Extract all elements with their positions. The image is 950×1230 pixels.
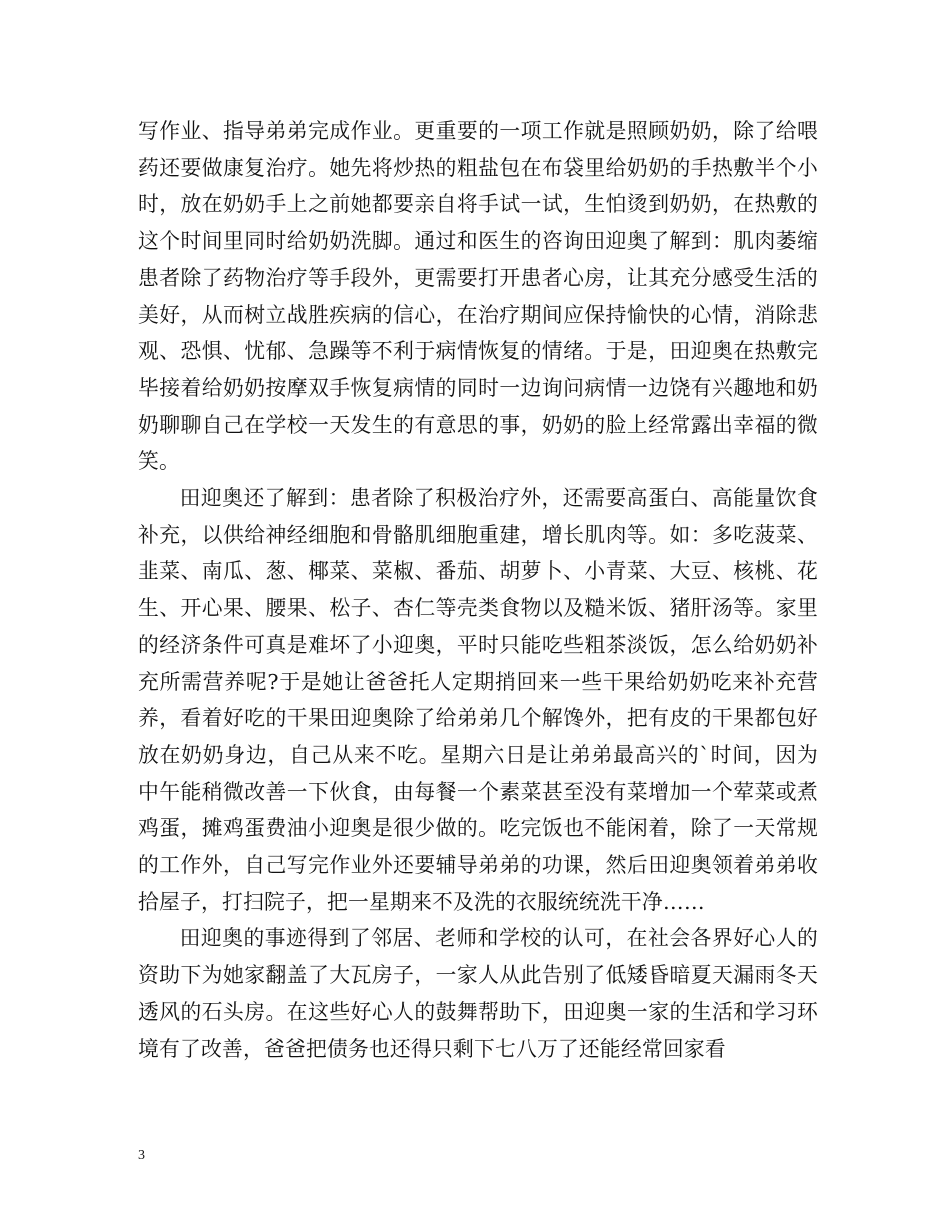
paragraph-1: 写作业、指导弟弟完成作业。更重要的一项工作就是照顾奶奶，除了给喂药还要做康复治疗。她先将炒热的粗盐包在布袋里给奶奶的手热敷半个小时，放在奶奶手上之前她都要亲自将手试一试，生怕烫到奶奶，在热敷的这个时间里同时给奶奶洗脚。通过和医生的咨询田迎奥了解到：肌肉萎缩患者除了药物治疗等手段外，更需要打开患者心房，让其充分感受生活的美好，从而树立战胜疾病的信心，在治疗期间应保持愉快的心情，消除悲观、恐惧、忧郁、急躁等不利于病情恢复的情绪。于是，田迎奥在热敷完毕接着给奶奶按摩双手恢复病情的同时一边询问病情一边饶有兴趣地和奶奶聊聊自己在学校一天发生的有意思的事，奶奶的脸上经常露出幸福的微笑。 [138,119,818,474]
paragraph-3: 田迎奥的事迹得到了邻居、老师和学校的认可，在社会各界好心人的资助下为她家翻盖了大瓦房子，一家人从此告别了低矮昏暗夏天漏雨冬天透风的石头房。在这些好心人的鼓舞帮助下，田迎奥一家的生活和学习环境有了改善，爸爸把债务也还得只剩下七八万了还能经常回家看 [138,926,818,1061]
page-number: 3 [138,1148,145,1163]
body-text [138,113,818,1067]
paragraph-2: 田迎奥还了解到：患者除了积极治疗外，还需要高蛋白、高能量饮食补充，以供给神经细胞和骨骼肌细胞重建，增长肌肉等。如：多吃菠菜、韭菜、南瓜、葱、椰菜、菜椒、番茄、胡萝卜、小青菜、大豆、核桃、花生、开心果、腰果、松子、杏仁等壳类食物以及糙米饭、猪肝汤等。家里的经济条件可真是难坏了小迎奥，平时只能吃些粗茶淡饭，怎么给奶奶补充所需营养呢?于是她让爸爸托人定期捎回来一些干果给奶奶吃来补充营养，看着好吃的干果田迎奥除了给弟弟几个解馋外，把有皮的干果都包好放在奶奶身边，自己从来不吃。星期六日是让弟弟最高兴的`时间，因为中午能稍微改善一下伙食，由每餐一个素菜甚至没有菜增加一个荤菜或煮鸡蛋，摊鸡蛋费油小迎奥是很少做的。吃完饭也不能闲着，除了一天常规的工作外，自己写完作业外还要辅导弟弟的功课，然后田迎奥领着弟弟收拾屋子，打扫院子，把一星期来不及洗的衣服统统洗干净…… [138,486,818,914]
